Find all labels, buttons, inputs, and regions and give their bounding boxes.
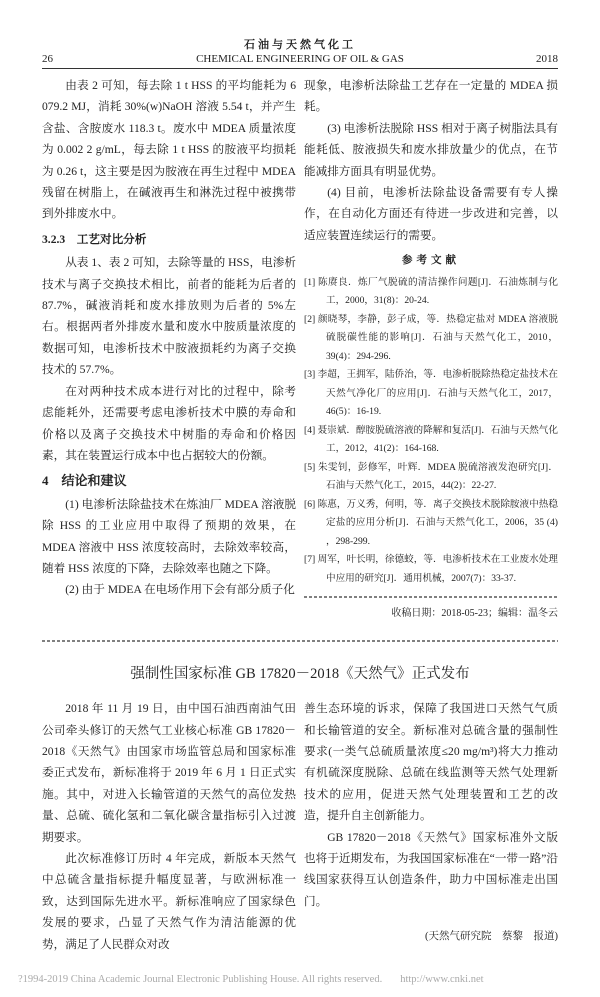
paragraph: (4) 目前，电渗析法除盐设备需要有专人操作，在自动化方面还有待进一步改进和完善，以适应装置连续运行的需要。	[304, 186, 558, 242]
paragraph: 从表 1、表 2 可知，去除等量的 HSS，电渗析技术与离子交换技术相比，前者的能耗为后者的 87.7%，碱液消耗和废水排放则为后者的 5%左右。根据两者外排废水量和废水中胺质量浓度的数据可知，电渗析技术中胺液损耗约为离子交换技术的 57.7%。	[42, 256, 296, 377]
reference-item: [1] 陈赓良．炼厂气脱硫的清洁操作问题[J]．石油炼制与化工，2000，31(8)：20-24.	[304, 276, 558, 307]
reference-item: [5] 朱雯钊，彭修军，叶辉．MDEA 脱硫溶液发泡研究[J]．石油与天然气化工，2015，44(2)：22-27.	[304, 461, 558, 492]
references-title: 参考文献	[402, 255, 460, 267]
news-left-column	[42, 698, 296, 955]
running-header	[42, 38, 558, 69]
paragraph: (1) 电渗析法除盐技术在炼油厂 MDEA 溶液脱除 HSS 的工业应用中取得了预期的效果，在 MDEA 溶液中 HSS 浓度较高时，去除效率较高，随着 HSS 浓度的下降，去除效率也随之下降。	[42, 497, 296, 575]
paragraph: 2018 年 11 月 19 日，由中国石油西南油气田公司牵头修订的天然气工业核心标准 GB 17820－2018《天然气》由国家市场监管总局和国家标准委正式发布，新标准将于 2019 年 6 月 1 日正式实施。其中，对进入长输管道的天然气的高位发热量、总硫、硫化氢和二氧化碳含量指标引入过渡期要求。	[42, 702, 296, 844]
paragraph: GB 17820－2018《天然气》国家标准外文版也将于近期发布，为我国国家标准在“一带一路”沿线国家获得互认创造条件，助力中国标准走出国门。	[304, 830, 558, 908]
news-right-column	[304, 698, 558, 947]
article-right-column	[304, 75, 558, 622]
article-left-column	[42, 75, 296, 601]
news-byline: (天然气研究院 蔡黎 报道)	[425, 931, 558, 943]
reference-item: [6] 陈惠，万义秀，何明，等．离子交换技术脱除胺液中热稳定盐的应用分析[J]．石油与天然气化工，2006，35 (4) ，298-299.	[304, 498, 558, 547]
paragraph: 善生态环境的诉求，保障了我国进口天然气气质和长输管道的安全。新标准对总硫含量的强制性要求(一类气总硫质量浓度≤20 mg/m³)将大力推动有机硫深度脱除、总硫在线监测等天然气处理新技术的应用，促进天然气处理装置和工艺的改造，提升自主创新能力。	[304, 702, 558, 823]
section-heading-4: 4 结论和建议	[42, 473, 127, 489]
paragraph: (2) 由于 MDEA 在电场作用下会有部分质子化	[65, 583, 295, 597]
news-columns	[42, 698, 558, 955]
paragraph: 现象，电渗析法除盐工艺存在一定量的 MDEA 损耗。	[304, 79, 558, 114]
footer-url[interactable]: http://www.cnki.net	[400, 974, 484, 986]
reference-item: [2] 颜晓琴，李静，彭子成，等．热稳定盐对 MDEA 溶液脱硫脱碳性能的影响[J]．石油与天然气化工，2010，39(4)：294-296.	[304, 313, 558, 362]
reference-item: [3] 李超，王拥军，陆侨治，等．电渗析脱除热稳定盐技术在天然气净化厂的应用[J]．石油与天然气化工，2017，46(5)：16-19.	[304, 369, 558, 418]
references-divider	[304, 596, 558, 598]
received-date: 收稿日期：2018-05-23；编辑：温冬云	[391, 608, 558, 620]
journal-title-cn: 石油与天然气化工	[244, 38, 356, 51]
reference-item: [7] 周军，叶长明，徐德蛟，等．电渗析技术在工业废水处理中应用的研究[J]．通用机械，2007(7)：33-37.	[304, 554, 558, 584]
copyright-footer	[18, 973, 558, 987]
header-year: 2018	[536, 53, 558, 65]
article-columns	[42, 75, 558, 622]
news-title: 强制性国家标准 GB 17820－2018《天然气》正式发布	[130, 666, 470, 683]
paragraph: 在对两种技术成本进行对比的过程中，除考虑能耗外，还需要考虑电渗析技术中膜的寿命和价格以及离子交换技术中树脂的寿命和价格因素，其在装置运行成本中也占据较大的份额。	[42, 384, 296, 462]
page-number: 26	[42, 53, 53, 65]
reference-item: [4] 聂崇斌．醇胺脱硫溶液的降解和复活[J]．石油与天然气化工，2012，41(2)：164-168.	[304, 424, 558, 455]
paragraph: 由表 2 可知，每去除 1 t HSS 的平均能耗为 6 079.2 MJ，消耗 30%(w)NaOH 溶液 5.54 t，并产生含盐、含胺废水 118.3 t。废水中 MDEA 质量浓度为 0.002 2 g/mL，每去除 1 t HSS 的胺液平均损耗为 0.26 t，这主要是因为胺液在再生过程中 MDEA 残留在树脂上，在碱液再生和淋洗过程中被携带到外排废水中。	[42, 79, 296, 221]
copyright-text: ?1994-2019 China Academic Journal Electronic Publishing House. All rights reserved.	[18, 974, 383, 986]
section-heading-3-2-3: 3.2.3 工艺对比分析	[42, 232, 147, 246]
journal-title-en: CHEMICAL ENGINEERING OF OIL & GAS	[196, 53, 404, 65]
paragraph: 此次标准修订历时 4 年完成，新版本天然气中总硫含量指标提升幅度显著，与欧洲标准一致，达到国际先进水平。新标准响应了国家绿色发展的要求，凸显了天然气作为清洁能源的优势，满足了人民群众对改	[42, 852, 296, 951]
paragraph: (3) 电渗析法脱除 HSS 相对于离子树脂法具有能耗低、胺液损失和废水排放量少的优点，在节能减排方面具有明显优势。	[304, 121, 558, 178]
article-divider	[42, 640, 558, 642]
